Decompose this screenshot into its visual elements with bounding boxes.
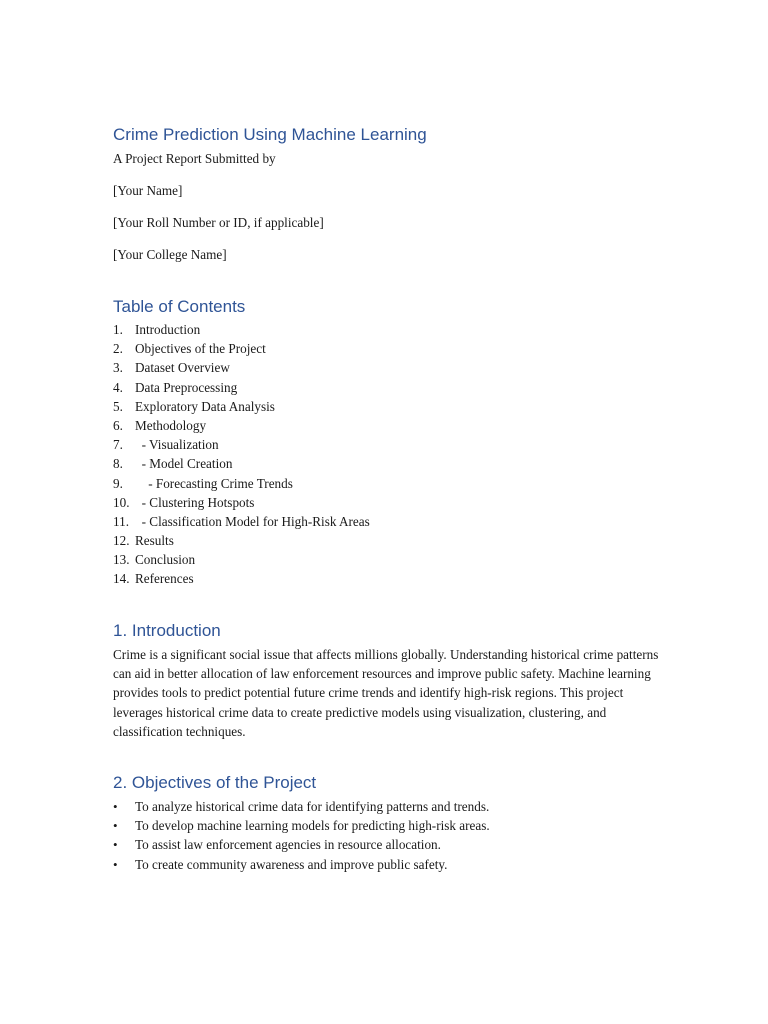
toc-item-label: Objectives of the Project (135, 341, 266, 357)
toc-item-label: Results (135, 533, 174, 549)
toc-item-label: Dataset Overview (135, 360, 230, 376)
toc-item (113, 569, 370, 588)
toc-item (113, 531, 370, 550)
toc-item-number: 14. (113, 571, 130, 587)
introduction-heading: 1. Introduction (113, 621, 221, 640)
objective-item (113, 835, 490, 854)
toc-item-number: 10. (113, 494, 130, 510)
toc-item (113, 512, 370, 531)
toc-item-number: 1. (113, 322, 123, 337)
objective-item (113, 855, 490, 874)
toc-item-number: 5. (113, 398, 123, 414)
toc-item-label: Exploratory Data Analysis (135, 398, 275, 414)
document-title: Crime Prediction Using Machine Learning (113, 125, 427, 144)
toc-item (113, 454, 370, 473)
toc-heading: Table of Contents (113, 297, 246, 316)
toc-item (113, 339, 370, 358)
toc-item-number: 11. (113, 513, 129, 529)
toc-item-label: Conclusion (135, 552, 196, 568)
toc-item-number: 12. (113, 533, 130, 549)
author-roll-number: [Your Roll Number or ID, if applicable] (113, 215, 324, 230)
toc-item-label: Methodology (135, 417, 207, 433)
toc-item (113, 397, 370, 416)
toc-item (113, 416, 370, 435)
toc-item (113, 474, 370, 493)
toc-item-label: - Forecasting Crime Trends (135, 475, 293, 491)
bullet-icon: • (113, 837, 118, 853)
toc-item-number: 4. (113, 379, 123, 395)
toc-item-number: 3. (113, 360, 123, 376)
toc-item-label: References (135, 571, 194, 587)
toc-item-number: 13. (113, 552, 130, 568)
toc-item-number: 9. (113, 475, 123, 491)
bullet-icon: • (113, 818, 118, 834)
toc-item (113, 550, 370, 569)
toc-item (113, 320, 370, 339)
toc-item-number: 6. (113, 417, 123, 433)
toc-item (113, 378, 370, 397)
table-of-contents (113, 320, 370, 589)
objective-text: To create community awareness and improve public safety. (135, 856, 448, 872)
bullet-icon: • (113, 799, 118, 814)
objective-item (113, 816, 490, 835)
objectives-list (113, 797, 490, 874)
objective-text: To analyze historical crime data for identifying patterns and trends. (135, 799, 490, 814)
toc-item (113, 435, 370, 454)
objectives-heading: 2. Objectives of the Project (113, 773, 317, 792)
bullet-icon: • (113, 856, 118, 872)
toc-item (113, 493, 370, 512)
toc-item (113, 358, 370, 377)
toc-item-number: 8. (113, 456, 123, 472)
objective-item (113, 797, 490, 816)
toc-item-number: 7. (113, 437, 123, 453)
toc-item-label: Data Preprocessing (135, 379, 238, 395)
author-name: [Your Name] (113, 183, 183, 198)
toc-item-label: - Model Creation (135, 456, 233, 472)
toc-item-label: - Visualization (135, 437, 219, 453)
introduction-paragraph: Crime is a significant social issue that affects millions globally. Understanding historical crime patterns can aid in better allocation of law enforcement resources and improve public safety. Machine learning provides tools to predict potential future crime trends and identify high-risk regions. This project leverages historical crime data to create predictive models using visualization, clustering, and classification techniques. (113, 647, 659, 739)
objective-text: To develop machine learning models for predicting high-risk areas. (135, 818, 490, 834)
toc-item-label: Introduction (135, 322, 201, 337)
document-subtitle: A Project Report Submitted by (113, 151, 276, 166)
toc-item-label: - Clustering Hotspots (135, 494, 255, 510)
author-college: [Your College Name] (113, 247, 227, 262)
toc-item-number: 2. (113, 341, 123, 357)
objective-text: To assist law enforcement agencies in resource allocation. (135, 837, 441, 853)
toc-item-label: - Classification Model for High-Risk Areas (135, 513, 370, 529)
